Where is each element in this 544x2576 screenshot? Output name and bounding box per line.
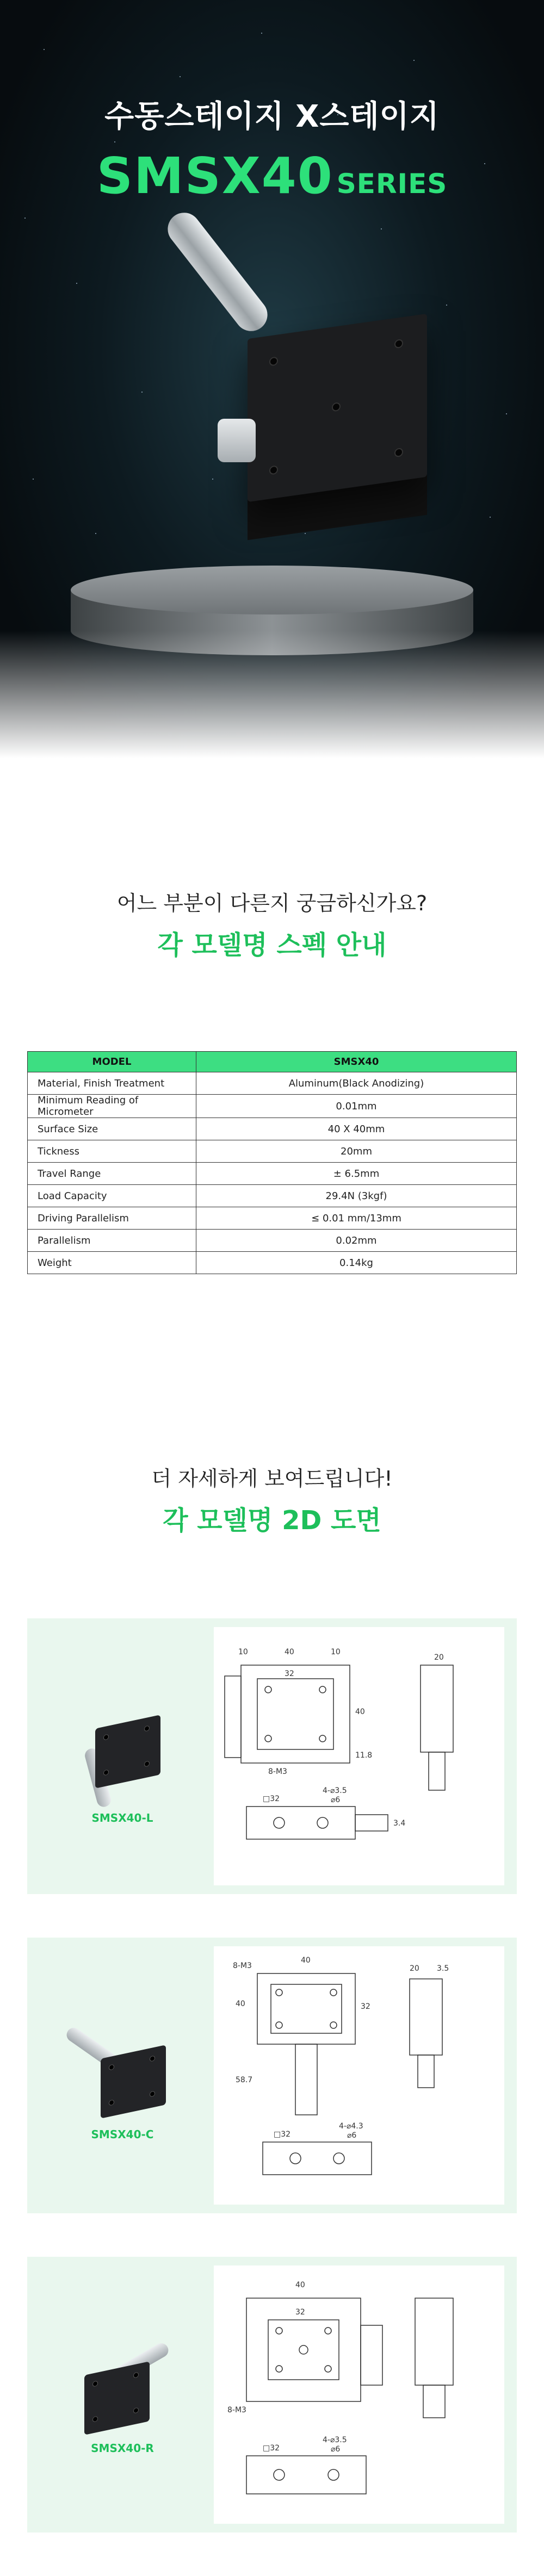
dim-label: 11.8 — [355, 1751, 373, 1760]
dim-label: 10 — [238, 1648, 248, 1656]
hole — [330, 2022, 337, 2028]
front-hole — [333, 2153, 344, 2164]
side-knob — [423, 2385, 445, 2418]
2d-drawing — [214, 2265, 504, 2524]
side-view — [410, 1979, 442, 2055]
hole — [325, 2327, 331, 2334]
front-view — [246, 2456, 366, 2494]
dim-label: 4-⌀3.5 — [323, 1786, 347, 1795]
table-row — [28, 1163, 517, 1185]
dim-label: 3.5 — [437, 1964, 449, 1973]
row-label: Minimum Reading of Micrometer — [28, 1095, 196, 1118]
dim-label: ⌀6 — [331, 1796, 341, 1804]
mount-hole — [92, 2416, 98, 2422]
hole — [319, 1686, 326, 1693]
dim-label: 40 — [355, 1708, 365, 1716]
mount-hole — [92, 2380, 98, 2387]
model-label: SMSX40-L — [91, 1811, 153, 1824]
hole — [265, 1735, 271, 1742]
front-knob — [355, 1815, 388, 1831]
spec-section — [0, 772, 544, 1274]
hole — [265, 1686, 271, 1693]
dim-label: 20 — [410, 1964, 419, 1973]
series-label: SERIES — [336, 168, 448, 200]
mount-hole — [150, 2055, 155, 2062]
hero-model-name — [0, 147, 544, 205]
product-photo — [68, 1711, 177, 1803]
hole — [330, 1989, 337, 1996]
row-label: Surface Size — [28, 1118, 196, 1140]
dim-label: 32 — [361, 2002, 370, 2011]
2d-drawing — [214, 1627, 504, 1885]
table-row — [28, 1252, 517, 1274]
micrometer-view — [295, 2044, 317, 2115]
top-view-inner — [257, 1679, 333, 1749]
front-hole — [317, 1817, 328, 1828]
mount-hole — [394, 448, 403, 457]
row-value: ± 6.5mm — [196, 1163, 517, 1185]
hole — [276, 2022, 282, 2028]
dim-label: 40 — [285, 1648, 294, 1656]
model-code: SMSX40 — [96, 147, 333, 205]
dim-label: 40 — [301, 1956, 311, 1965]
front-view — [263, 2142, 372, 2175]
row-value: 0.01mm — [196, 1095, 517, 1118]
hero-fade — [0, 631, 544, 772]
model-label: SMSX40-R — [91, 2442, 154, 2455]
hole — [299, 2345, 308, 2354]
micrometer-view — [429, 1752, 445, 1790]
row-label: Tickness — [28, 1140, 196, 1163]
col-smsx40: SMSX40 — [196, 1052, 517, 1072]
front-hole — [328, 2469, 339, 2480]
top-view-inner — [268, 2320, 339, 2380]
front-hole — [290, 2153, 301, 2164]
drawing-card-smsx40-c — [27, 1938, 517, 2213]
table-row — [28, 1072, 517, 1095]
mount-hole — [269, 356, 278, 366]
dim-label: 32 — [285, 1669, 294, 1678]
mount-hole — [144, 1725, 150, 1731]
mount-hole — [394, 339, 403, 349]
drawing-svg — [214, 2265, 504, 2524]
spec-header-row — [28, 1052, 517, 1072]
dim-label: 40 — [295, 2281, 305, 2289]
spec-heading: 각 모델명 스펙 안내 — [157, 930, 387, 960]
hero-title: 수동스테이지 X스테이지 — [104, 99, 440, 134]
mount-hole — [109, 2064, 114, 2070]
hole — [325, 2366, 331, 2372]
dim-label: ⌀6 — [347, 2131, 357, 2140]
hole — [276, 2327, 282, 2334]
hole — [276, 2366, 282, 2372]
drawings-heading: 각 모델명 2D 도면 — [163, 1505, 381, 1536]
side-knob — [418, 2055, 434, 2088]
mount-hole — [144, 1760, 150, 1767]
hero-banner — [0, 0, 544, 772]
dim-label: 40 — [236, 2000, 245, 2008]
dim-label: 8-M3 — [268, 1767, 287, 1776]
dim-label: 3.4 — [393, 1819, 406, 1828]
dim-label: 10 — [331, 1648, 341, 1656]
side-bar — [361, 2325, 382, 2385]
dim-label: 4-⌀4.3 — [339, 2122, 363, 2131]
row-label: Weight — [28, 1252, 196, 1274]
row-label: Driving Parallelism — [28, 1207, 196, 1230]
table-row — [28, 1230, 517, 1252]
col-model: MODEL — [28, 1052, 196, 1072]
micrometer-image — [161, 206, 274, 338]
product-photo — [68, 2019, 177, 2112]
table-row — [28, 1185, 517, 1207]
row-value: 0.14kg — [196, 1252, 517, 1274]
mount-hole — [103, 1734, 109, 1740]
mount-hole — [150, 2090, 155, 2097]
mount-hole — [269, 465, 278, 475]
row-label: Parallelism — [28, 1230, 196, 1252]
stage-image — [95, 1715, 160, 1789]
mount-hole — [103, 1769, 109, 1776]
row-value: 29.4N (3kgf) — [196, 1185, 517, 1207]
row-value: Aluminum(Black Anodizing) — [196, 1072, 517, 1095]
lock-knob-image — [218, 419, 256, 462]
dim-label: 8-M3 — [227, 2406, 246, 2414]
front-hole — [274, 2469, 285, 2480]
product-photo — [68, 2338, 177, 2431]
dim-label: □32 — [263, 2444, 280, 2453]
dim-label: □32 — [274, 2130, 291, 2139]
row-value: ≤ 0.01 mm/13mm — [196, 1207, 517, 1230]
spec-question: 어느 부분이 다른지 궁금하신가요? — [116, 891, 428, 915]
mount-hole — [332, 402, 341, 412]
model-label: SMSX40-C — [91, 2128, 154, 2141]
mount-hole — [133, 2407, 139, 2413]
mount-hole — [133, 2372, 139, 2378]
front-hole — [274, 1817, 285, 1828]
dim-label: □32 — [263, 1795, 280, 1803]
side-view — [421, 1665, 453, 1752]
hole — [319, 1735, 326, 1742]
row-label: Travel Range — [28, 1163, 196, 1185]
row-value: 40 X 40mm — [196, 1118, 517, 1140]
drawing-svg — [214, 1946, 504, 2205]
drawing-svg — [214, 1627, 504, 1885]
table-row — [28, 1207, 517, 1230]
front-view — [246, 1807, 355, 1839]
side-bar — [225, 1676, 241, 1758]
row-value: 20mm — [196, 1140, 517, 1163]
dim-label: ⌀6 — [331, 2445, 341, 2454]
table-row — [28, 1118, 517, 1140]
hole — [276, 1989, 282, 1996]
drawing-card-smsx40-r — [27, 2257, 517, 2532]
table-row — [28, 1140, 517, 1163]
dim-label: 32 — [295, 2308, 305, 2317]
pedestal-top — [71, 566, 473, 614]
row-value: 0.02mm — [196, 1230, 517, 1252]
2d-drawing — [214, 1946, 504, 2205]
drawing-card-smsx40-l — [27, 1618, 517, 1894]
mount-hole — [109, 2099, 114, 2106]
drawings-intro: 더 자세하게 보여드립니다! — [151, 1467, 393, 1491]
dim-label: 8-M3 — [233, 1962, 252, 1970]
table-row — [28, 1095, 517, 1118]
dim-label: 4-⌀3.5 — [323, 2436, 347, 2444]
row-label: Load Capacity — [28, 1185, 196, 1207]
row-label: Material, Finish Treatment — [28, 1072, 196, 1095]
x-stage-image — [248, 314, 427, 502]
stage-image — [84, 2361, 150, 2435]
dim-label: 58.7 — [236, 2076, 253, 2084]
dim-label: 20 — [434, 1653, 444, 1662]
side-view — [415, 2298, 453, 2385]
spec-table — [27, 1051, 517, 1274]
drawings-section — [0, 1274, 544, 2532]
top-view-inner — [271, 1984, 342, 2033]
